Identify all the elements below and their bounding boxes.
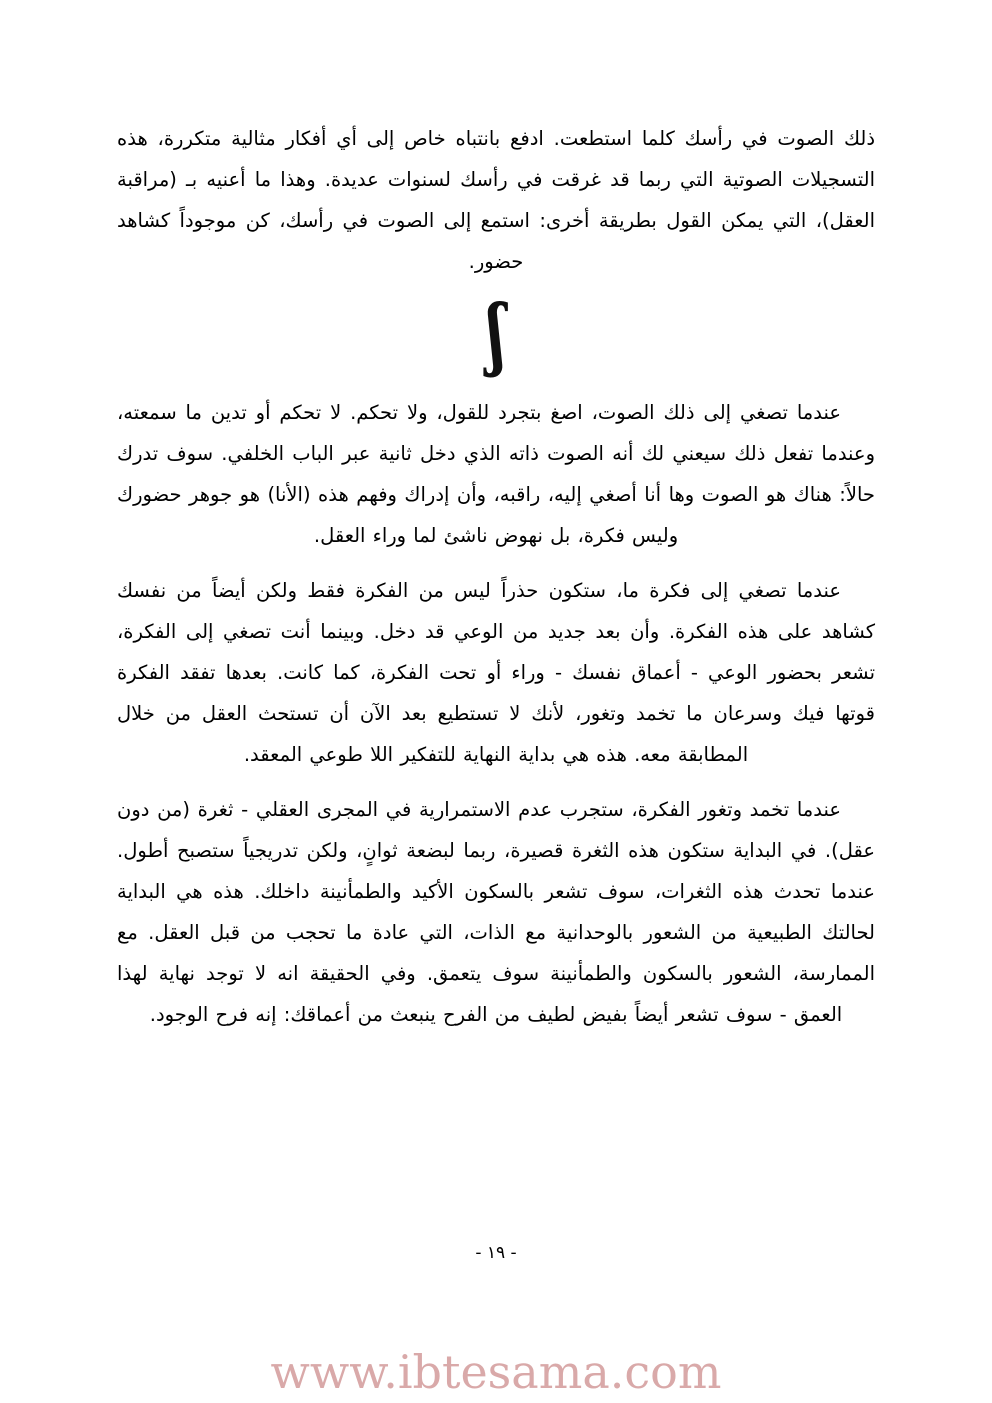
ornament-glyph-icon: ʃ: [487, 288, 505, 379]
body-paragraph-2: عندما تصغي إلى ذلك الصوت، اصغ بتجرد للقول، ولا تحكم. لا تحكم أو تدين ما سمعته، وعندما تفعل ذلك سيعني لك أنه الصوت ذاته الذي دخل ثانية عبر الباب الخلفي. سوف تدرك حالاً: هناك هو الصوت وها أنا أصغي إليه، راقبه، وأن إدراك وفهم هذه (الأنا) هو جوهر حضورك وليس فكرة، بل نهوض ناشئ لما وراء العقل.: [117, 401, 875, 547]
body-paragraph-3: عندما تصغي إلى فكرة ما، ستكون حذراً ليس من الفكرة فقط ولكن أيضاً من نفسك كشاهد على هذه الفكرة. وأن بعد جديد من الوعي قد دخل. وبينما أنت تصغي إلى الفكرة، تشعر بحضور الوعي - أعماق نفسك - وراء أو تحت الفكرة، كما كانت. بعدها تفقد الفكرة قوتها فيك وسرعان ما تخمد وتغور، لأنك لا تستطيع بعد الآن أن تستحث العقل من خلال المطابقة معه. هذه هي بداية النهاية للتفكير اللا طوعي المعقد.: [117, 579, 875, 766]
site-watermark: www.ibtesama.com: [270, 1345, 722, 1399]
body-paragraph-4: عندما تخمد وتغور الفكرة، ستجرب عدم الاستمرارية في المجرى العقلي - ثغرة (من دون عقل). في البداية ستكون هذه الثغرة قصيرة، ربما لبضعة ثوانٍ، ولكن تدريجياً ستصبح أطول. عندما تحدث هذه الثغرات، سوف تشعر بالسكون الأكيد والطمأنينة داخلك. هذه هي البداية لحالتك الطبيعية من الشعور بالوحدانية مع الذات، التي عادة ما تحجب من قبل العقل. مع الممارسة، الشعور بالسكون والطمأنينة سوف يتعمق. وفي الحقيقة انه لا توجد نهاية لهذا العمق - سوف تشعر أيضاً بفيض لطيف من الفرح ينبعث من أعماقك: إنه فرح الوجود.: [117, 798, 875, 1026]
body-paragraph-1: ذلك الصوت في رأسك كلما استطعت. ادفع بانتباه خاص إلى أي أفكار مثالية متكررة، هذه التسجيلات الصوتية التي ربما قد غرقت في رأسك لسنوات عديدة. وهذا ما أعنيه بـ (مراقبة العقل)، التي يمكن القول بطريقة أخرى: استمع إلى الصوت في رأسك، كن موجوداً كشاهد حضور.: [117, 127, 875, 273]
page-body-text: [117, 118, 875, 1049]
page-number: - ١٩ -: [475, 1243, 517, 1263]
section-divider-ornament: [117, 288, 875, 379]
